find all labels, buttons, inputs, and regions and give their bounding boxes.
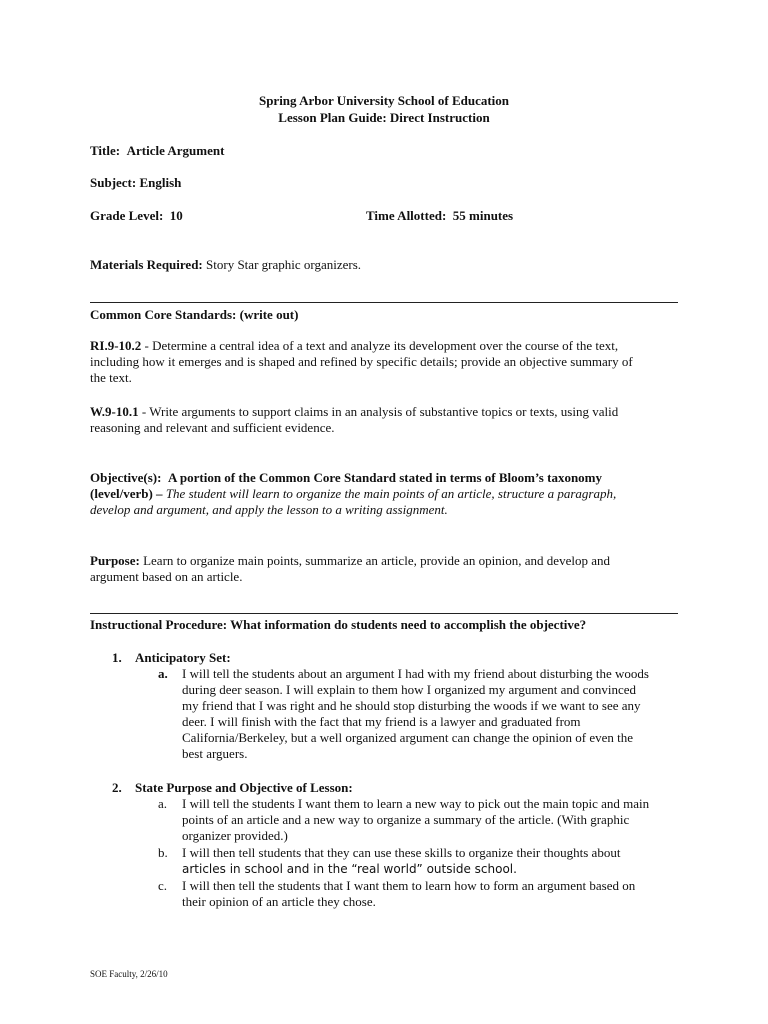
list-letter: c.	[158, 878, 168, 893]
grade-field	[90, 208, 183, 224]
institution-title: Spring Arbor University School of Education	[258, 93, 510, 108]
subject-label: Subject:	[90, 175, 137, 190]
standard-text: reasoning and relevant and sufficient evidence.	[90, 420, 335, 435]
section-divider	[90, 302, 678, 303]
page-footer: SOE Faculty, 2/26/10	[90, 969, 168, 979]
list-item	[182, 796, 682, 844]
list-item-line: organizer provided.)	[182, 828, 288, 843]
grade-label: Grade Level:	[90, 208, 164, 223]
time-value: 55 minutes	[452, 208, 514, 223]
materials-value: Story Star graphic organizers.	[206, 257, 362, 272]
standard-code: W.9-10.1	[90, 404, 139, 419]
purpose-text: Learn to organize main points, summarize an article, provide an opinion, and develop and	[139, 553, 610, 568]
list-item-line: I will tell the students I want them to learn a new way to pick out the main topic and main	[182, 796, 650, 811]
list-item-line: my friend that I was right and he should stop disturbing the woods if we want to see any	[182, 698, 641, 713]
guide-title: Lesson Plan Guide: Direct Instruction	[278, 110, 490, 125]
list-letter: b.	[158, 845, 168, 860]
list-item	[182, 878, 682, 910]
purpose-text: argument based on an article.	[90, 569, 243, 584]
list-item-line: I will tell the students about an argument I had with my friend about disturbing the woods	[182, 666, 649, 681]
materials-field	[90, 257, 361, 273]
objective-heading-cont: (level/verb) –	[90, 486, 163, 501]
standard-item	[90, 338, 680, 386]
list-item-line: during deer season. I will explain to them how I organized my argument and convinced	[182, 682, 637, 697]
list-letter: a.	[158, 796, 168, 811]
purpose-label: Purpose:	[90, 553, 140, 568]
materials-label: Materials Required:	[90, 257, 203, 272]
standard-text: - Determine a central idea of a text and analyze its development over the course of the text,	[141, 338, 619, 353]
list-number: 2.	[112, 780, 122, 795]
standard-code: RI.9-10.2	[90, 338, 142, 353]
subject-field	[90, 175, 181, 191]
list-item-line: articles in school and in the “real world” outside school.	[182, 862, 517, 876]
objective-block	[90, 470, 680, 518]
list-item-line: points of an article and a new way to organize a summary of the article. (With graphic	[182, 812, 630, 827]
title-field	[90, 143, 224, 159]
list-item	[182, 845, 682, 877]
list-item-line: their opinion of an article they chose.	[182, 894, 376, 909]
procedure-heading: Instructional Procedure: What information do students need to accomplish the objective?	[90, 617, 587, 632]
title-label: Title:	[90, 143, 121, 158]
purpose-block	[90, 553, 680, 585]
time-label: Time Allotted:	[366, 208, 447, 223]
standard-item	[90, 404, 680, 436]
standard-text: the text.	[90, 370, 132, 385]
objective-label: Objective(s):	[90, 470, 162, 485]
list-number: 1.	[112, 650, 122, 665]
time-field	[366, 208, 513, 224]
title-value: Article Argument	[126, 143, 225, 158]
list-item-line: I will then tell the students that I want them to learn how to form an argument based on	[182, 878, 636, 893]
grade-value: 10	[169, 208, 183, 223]
standards-heading: Common Core Standards: (write out)	[90, 307, 299, 322]
subject-value: English	[139, 175, 182, 190]
list-item	[182, 666, 682, 762]
list-item-line: I will then tell students that they can use these skills to organize their thoughts about	[182, 845, 621, 860]
section-divider	[90, 613, 678, 614]
section-title: State Purpose and Objective of Lesson:	[135, 780, 353, 795]
objective-text: develop and argument, and apply the lesson to a writing assignment.	[90, 502, 448, 517]
objective-heading: A portion of the Common Core Standard stated in terms of Bloom’s taxonomy	[167, 470, 603, 485]
list-item-line: deer. I will finish with the fact that my friend is a lawyer and graduated from	[182, 714, 581, 729]
list-item-line: best arguers.	[182, 746, 248, 761]
standard-text: including how it emerges and is shaped and refined by specific details; provide an objective summary of	[90, 354, 633, 369]
list-item-line: California/Berkeley, but a well organized argument can change the opinion of even the	[182, 730, 633, 745]
list-letter: a.	[158, 666, 168, 681]
standard-text: - Write arguments to support claims in an analysis of substantive topics or texts, using valid	[138, 404, 619, 419]
section-title: Anticipatory Set:	[135, 650, 231, 665]
objective-text: The student will learn to organize the main points of an article, structure a paragraph,	[162, 486, 617, 501]
